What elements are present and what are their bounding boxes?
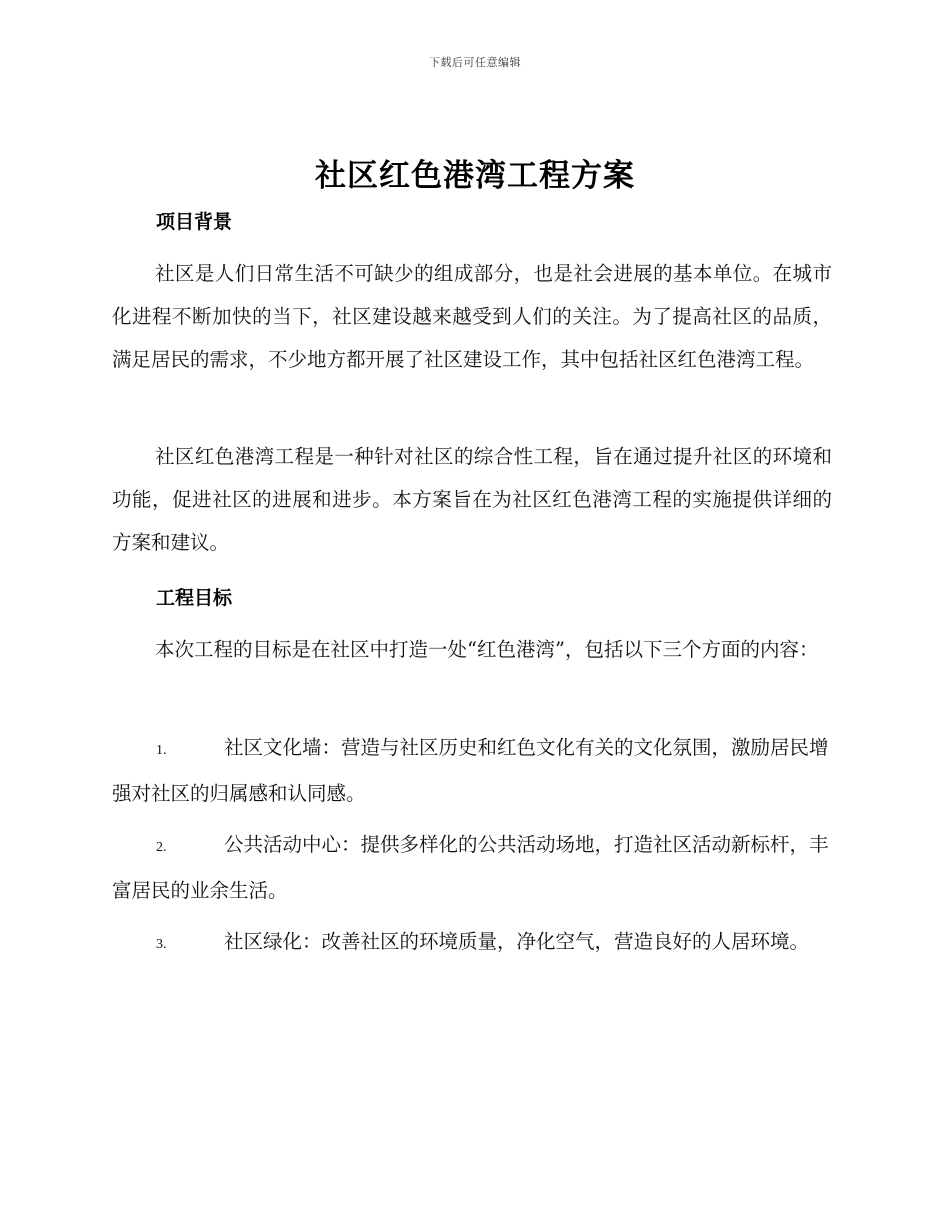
list-text: 社区文化墙：营造与社区历史和红色文化有关的文化氛围，激励居民增强对社区的归属感和认同感。 xyxy=(112,736,829,805)
document-title: 社区红色港湾工程方案 xyxy=(315,158,635,194)
paragraph-goals-intro: 本次工程的目标是在社区中打造一处“红色港湾”，包括以下三个方面的内容： xyxy=(155,638,819,661)
list-text: 公共活动中心：提供多样化的公共活动场地，打造社区活动新标杆，丰富居民的业余生活。 xyxy=(112,833,829,902)
header-note: 下载后可任意编辑 xyxy=(429,56,521,69)
list-number: 2. xyxy=(156,840,167,855)
section-heading-background: 项目背景 xyxy=(156,211,233,233)
list-number: 1. xyxy=(156,743,167,758)
list-item xyxy=(112,920,832,966)
paragraph-background-1: 社区是人们日常生活不可缺少的组成部分，也是社会进展的基本单位。在城市化进程不断加快的当下，社区建设越来越受到人们的关注。为了提高社区的品质，满足居民的需求，不少地方都开展了社区建设工作，其中包括社区红色港湾工程。 xyxy=(112,262,832,371)
list-text: 社区绿化：改善社区的环境质量，净化空气，营造良好的人居环境。 xyxy=(224,930,810,953)
list-number: 3. xyxy=(156,937,167,952)
list-item xyxy=(112,823,832,912)
list-item xyxy=(112,726,832,815)
paragraph-background-2: 社区红色港湾工程是一种针对社区的综合性工程，旨在通过提升社区的环境和功能，促进社区的进展和进步。本方案旨在为社区红色港湾工程的实施提供详细的方案和建议。 xyxy=(112,445,832,554)
section-heading-goals: 工程目标 xyxy=(156,587,233,609)
